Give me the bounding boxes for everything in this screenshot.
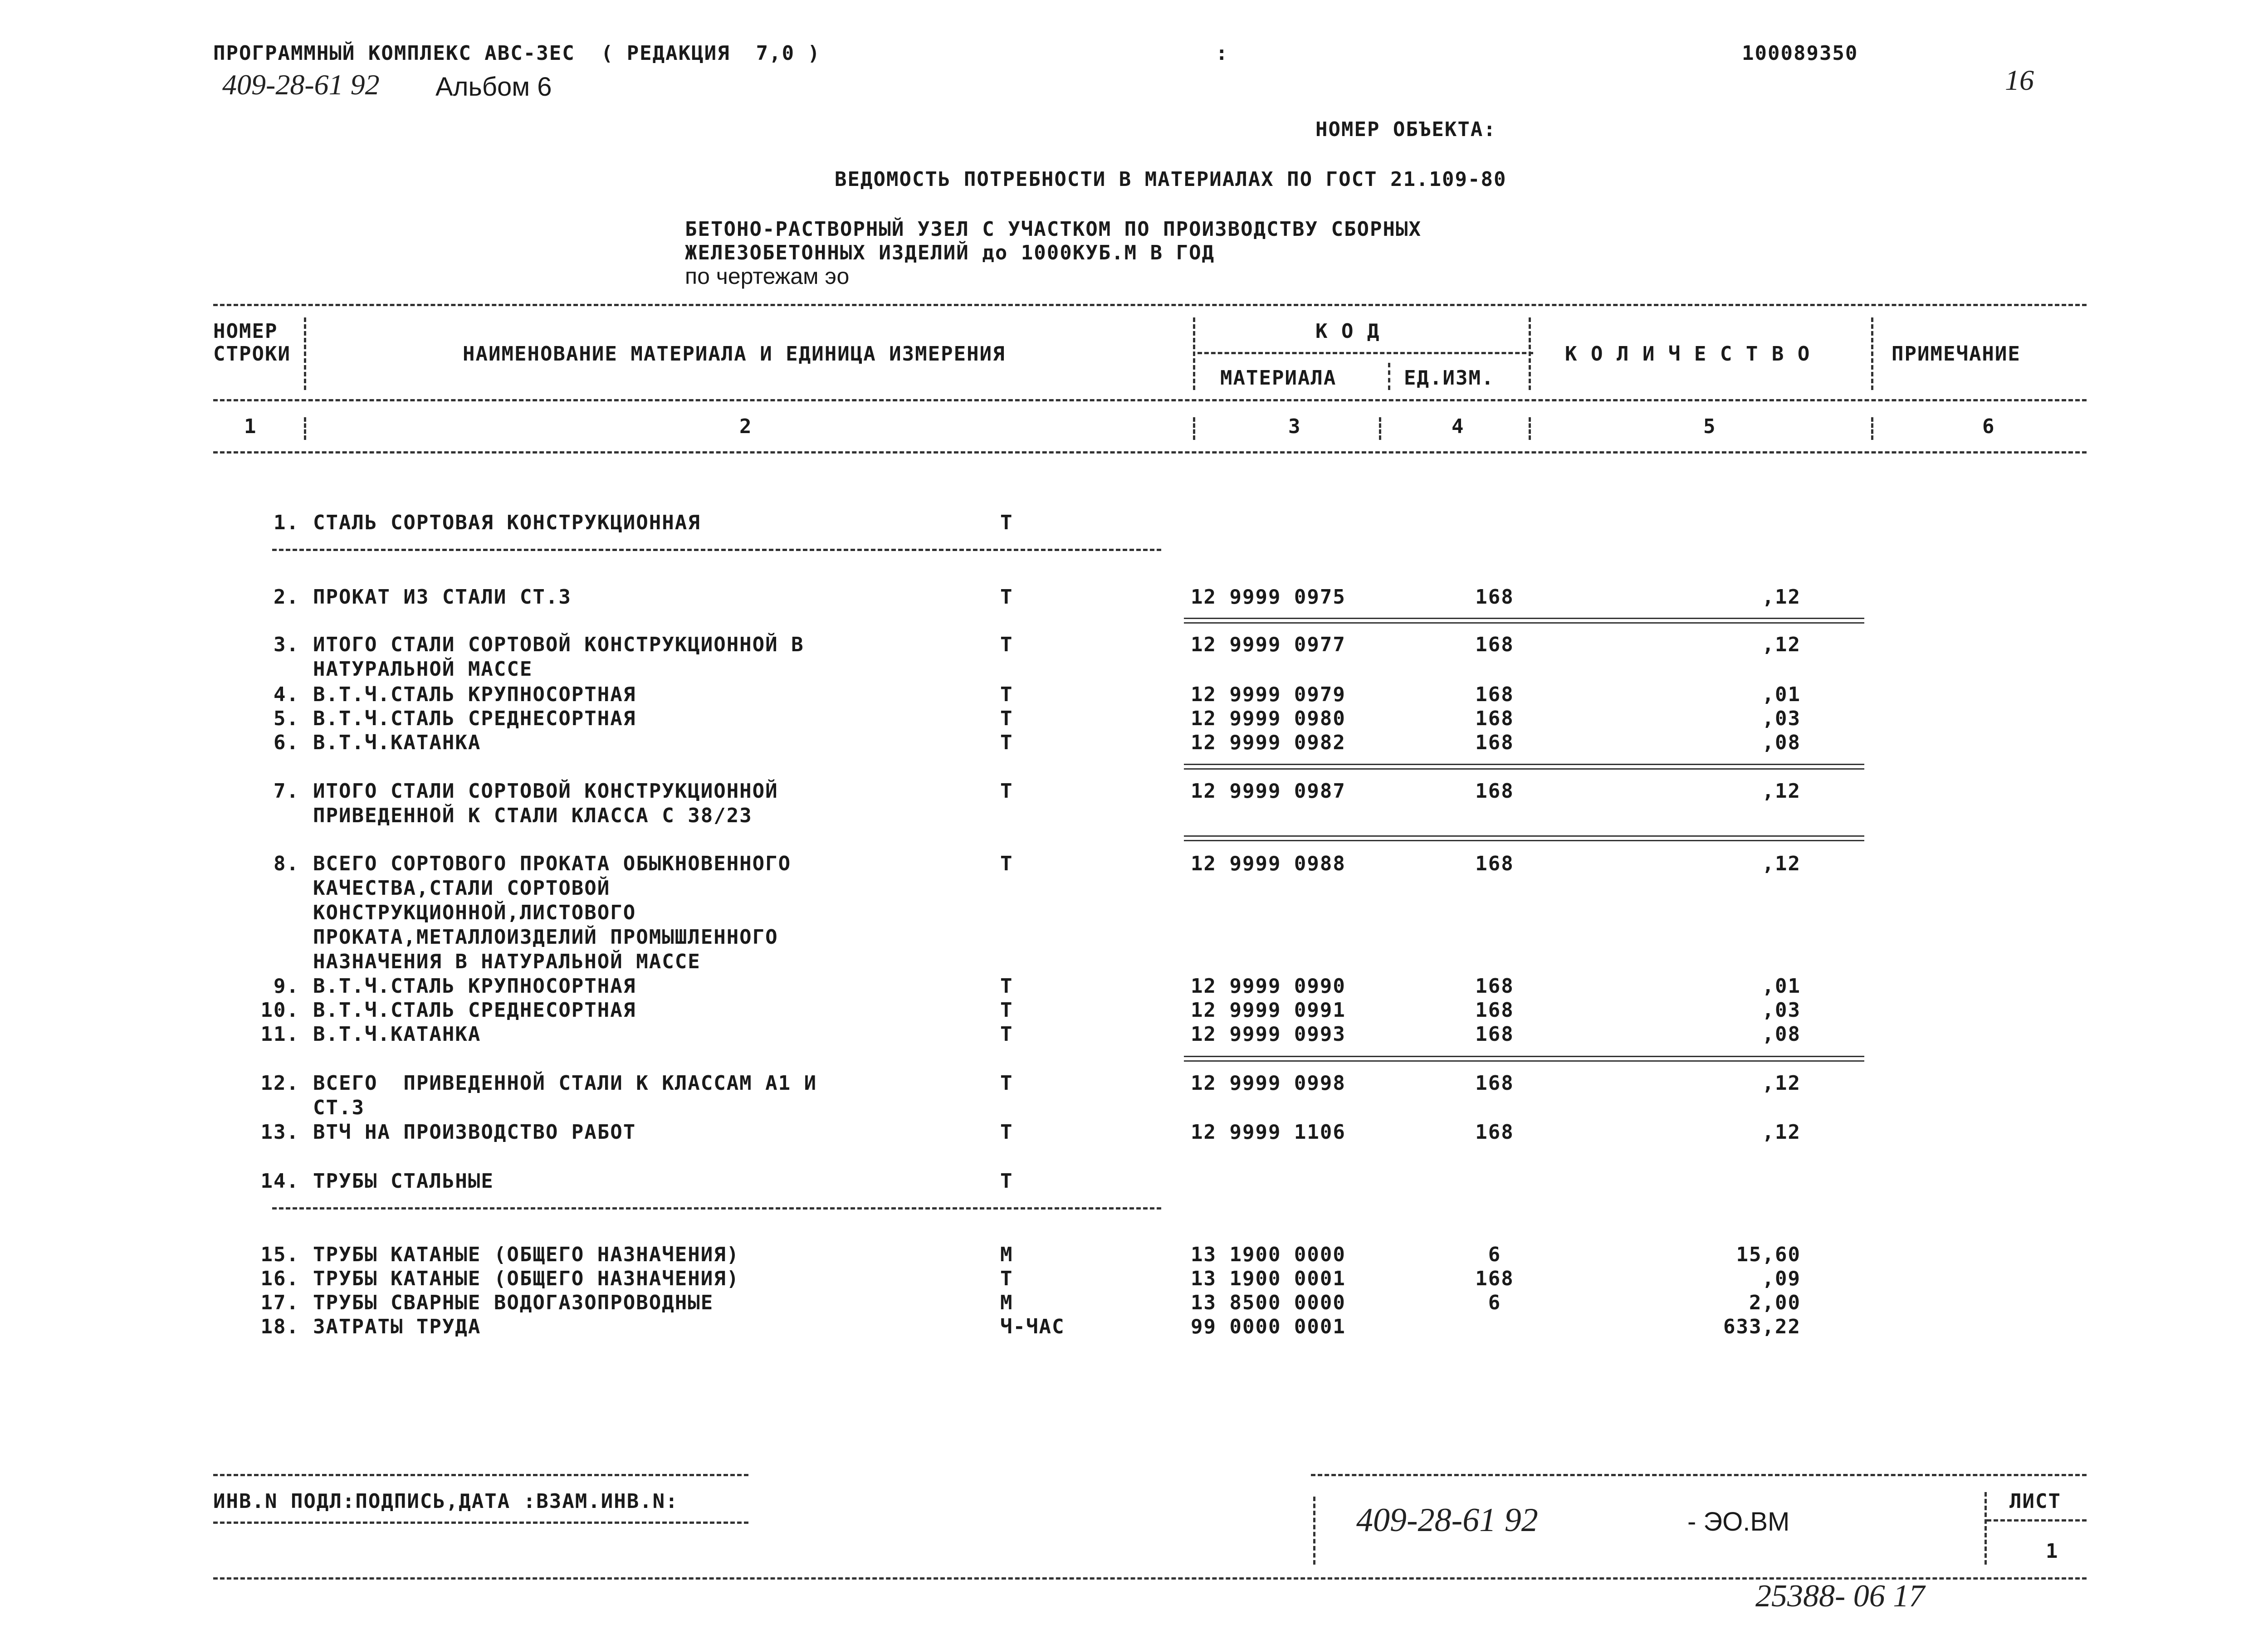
inventory-number: 25388- 06 17	[1755, 1579, 1925, 1614]
material-code: 99 0000 0001	[1191, 1315, 1346, 1338]
quantity: ,09	[1762, 1267, 1801, 1290]
material-code: 12 9999 0982	[1191, 731, 1346, 754]
material-code: 12 9999 0987	[1191, 780, 1346, 803]
material-name: ИТОГО СТАЛИ СОРТОВОЙ КОНСТРУКЦИОННОЙ ПРИВЕДЕННОЙ К СТАЛИ КЛАССА С 38/23	[313, 780, 778, 827]
unit-code: 168	[1475, 707, 1514, 730]
table-row	[0, 852, 2268, 973]
material-unit: Т	[1000, 683, 1013, 706]
row-number: 11.	[260, 1023, 299, 1046]
material-unit: Т	[1000, 585, 1013, 609]
material-code: 12 9999 0998	[1191, 1072, 1346, 1095]
table-row	[0, 974, 2268, 1001]
quantity: ,03	[1762, 999, 1801, 1022]
unit-code: 168	[1475, 780, 1514, 803]
num-divider-4	[1529, 417, 1531, 440]
col-header-row-number-a: НОМЕР	[213, 320, 278, 343]
object-number-label: НОМЕР ОБЪЕКТА:	[1315, 118, 1496, 141]
quantity: ,12	[1762, 1121, 1801, 1144]
table-row	[0, 1315, 2268, 1342]
col-header-code: К О Д	[1315, 320, 1380, 343]
stamp-top-rule-right	[1311, 1474, 2087, 1476]
album-label: Альбом 6	[435, 72, 552, 102]
col-divider-3	[1529, 317, 1531, 390]
quantity: ,03	[1762, 707, 1801, 730]
material-code: 12 9999 0975	[1191, 585, 1346, 609]
material-code: 12 9999 0979	[1191, 683, 1346, 706]
num-divider-2	[1193, 417, 1195, 440]
num-divider-5	[1871, 417, 1873, 440]
table-row	[0, 683, 2268, 710]
album-code: 409-28-61 92	[222, 68, 380, 101]
col-divider-4	[1388, 363, 1390, 390]
material-name: ВСЕГО СОРТОВОГО ПРОКАТА ОБЫКНОВЕННОГО КАЧЕСТВА,СТАЛИ СОРТОВОЙ КОНСТРУКЦИОННОЙ,ЛИСТОВОГО ПРОКАТА,МЕТАЛЛОИЗДЕЛИЙ ПРОМЫШЛЕННОГО НАЗНАЧЕНИЯ В НАТУРАЛЬНОЙ МАССЕ	[313, 852, 792, 973]
col-number-3: 3	[1288, 415, 1301, 438]
quantity: 2,00	[1749, 1291, 1801, 1314]
unit-code: 168	[1475, 731, 1514, 754]
page-number: 16	[2005, 64, 2034, 96]
subtotal-rule	[1184, 835, 1864, 837]
table-row	[0, 779, 2268, 827]
unit-code: 168	[1475, 1267, 1514, 1290]
col-number-2: 2	[739, 415, 753, 438]
col-divider-1	[304, 317, 306, 390]
subtotal-rule	[1184, 1056, 1864, 1057]
stamp-mid-rule	[213, 1522, 748, 1524]
table-top-rule	[213, 304, 2087, 306]
header-colon: :	[1216, 42, 1229, 65]
row-number: 17.	[260, 1291, 299, 1314]
material-unit: Т	[1000, 633, 1013, 656]
stamp-doc-suffix: - ЭО.ВМ	[1687, 1507, 1790, 1536]
unit-code: 6	[1488, 1291, 1501, 1314]
subtitle-line-1: БЕТОНО-РАСТВОРНЫЙ УЗЕЛ С УЧАСТКОМ ПО ПРОИЗВОДСТВУ СБОРНЫХ	[685, 218, 1422, 241]
material-name: ЗАТРАТЫ ТРУДА	[313, 1315, 481, 1338]
section-rule	[272, 1207, 1161, 1210]
col-divider-5	[1871, 317, 1873, 390]
table-row	[0, 511, 2268, 538]
material-code: 12 9999 0980	[1191, 707, 1346, 730]
material-unit: Т	[1000, 1072, 1013, 1095]
table-row	[0, 1120, 2268, 1147]
material-unit: Т	[1000, 1121, 1013, 1144]
stamp-doc-code: 409-28-61 92	[1356, 1502, 1538, 1539]
row-number: 3.	[274, 633, 299, 656]
unit-code: 168	[1475, 1072, 1514, 1095]
quantity: 633,22	[1723, 1315, 1801, 1338]
material-name: ВТЧ НА ПРОИЗВОДСТВО РАБОТ	[313, 1121, 636, 1144]
row-number: 5.	[274, 707, 299, 730]
material-name: ПРОКАТ ИЗ СТАЛИ СТ.3	[313, 585, 572, 609]
material-unit: М	[1000, 1291, 1013, 1314]
stamp-box-left	[1313, 1497, 1315, 1565]
material-unit: Т	[1000, 731, 1013, 754]
table-row	[0, 1071, 2268, 1119]
quantity: ,12	[1762, 633, 1801, 656]
quantity: ,12	[1762, 852, 1801, 875]
table-row	[0, 633, 2268, 681]
col-number-6: 6	[1982, 415, 1995, 438]
material-code: 12 9999 0990	[1191, 975, 1346, 998]
material-name: В.Т.Ч.КАТАНКА	[313, 1023, 481, 1046]
unit-code: 168	[1475, 683, 1514, 706]
material-unit: Т	[1000, 780, 1013, 803]
page-title: ВЕДОМОСТЬ ПОТРЕБНОСТИ В МАТЕРИАЛАХ ПО ГОСТ 21.109-80	[835, 168, 1507, 191]
material-unit: Т	[1000, 511, 1013, 534]
material-name: В.Т.Ч.СТАЛЬ СРЕДНЕСОРТНАЯ	[313, 999, 636, 1022]
stamp-columns: ИНВ.N ПОДЛ:ПОДПИСЬ,ДАТА :ВЗАМ.ИНВ.N:	[213, 1490, 679, 1513]
stamp-top-rule-left	[213, 1474, 748, 1476]
material-name: В.Т.Ч.СТАЛЬ КРУПНОСОРТНАЯ	[313, 683, 636, 706]
row-number: 15.	[260, 1243, 299, 1266]
sheet-number: 1	[2046, 1540, 2059, 1563]
unit-code: 6	[1488, 1243, 1501, 1266]
material-name: ТРУБЫ КАТАНЫЕ (ОБЩЕГО НАЗНАЧЕНИЯ)	[313, 1267, 740, 1290]
table-row	[0, 1291, 2268, 1318]
material-unit: М	[1000, 1243, 1013, 1266]
doc-id: 100089350	[1742, 42, 1858, 65]
quantity: ,12	[1762, 585, 1801, 609]
material-unit: Т	[1000, 1023, 1013, 1046]
subtotal-rule	[1184, 764, 1864, 765]
row-number: 8.	[274, 852, 299, 875]
row-number: 6.	[274, 731, 299, 754]
table-row	[0, 1243, 2268, 1270]
material-unit: Т	[1000, 999, 1013, 1022]
row-number: 14.	[260, 1170, 299, 1193]
subtotal-rule	[1184, 618, 1864, 619]
material-name: СТАЛЬ СОРТОВАЯ КОНСТРУКЦИОННАЯ	[313, 511, 701, 534]
material-name: ТРУБЫ СТАЛЬНЫЕ	[313, 1170, 494, 1193]
material-unit: Т	[1000, 1267, 1013, 1290]
row-number: 1.	[274, 511, 299, 534]
material-name: ВСЕГО ПРИВЕДЕННОЙ СТАЛИ К КЛАССАМ А1 И СТ.3	[313, 1072, 817, 1119]
quantity: ,08	[1762, 731, 1801, 754]
row-number: 4.	[274, 683, 299, 706]
unit-code: 168	[1475, 852, 1514, 875]
col-header-note: ПРИМЕЧАНИЕ	[1892, 342, 2021, 366]
unit-code: 168	[1475, 585, 1514, 609]
table-row	[0, 585, 2268, 612]
col-number-1: 1	[244, 415, 257, 438]
material-name: ИТОГО СТАЛИ СОРТОВОЙ КОНСТРУКЦИОННОЙ В НАТУРАЛЬНОЙ МАССЕ	[313, 633, 804, 681]
code-subheader-rule	[1198, 352, 1533, 354]
unit-code: 168	[1475, 633, 1514, 656]
material-unit: Т	[1000, 1170, 1013, 1193]
unit-code: 168	[1475, 999, 1514, 1022]
material-name: ТРУБЫ КАТАНЫЕ (ОБЩЕГО НАЗНАЧЕНИЯ)	[313, 1243, 740, 1266]
material-unit: Т	[1000, 707, 1013, 730]
table-row	[0, 731, 2268, 758]
section-rule	[272, 549, 1161, 551]
material-code: 12 9999 0988	[1191, 852, 1346, 875]
row-number: 16.	[260, 1267, 299, 1290]
col-divider-2	[1193, 317, 1195, 390]
sheet-box-divider	[1984, 1492, 1987, 1565]
quantity: 15,60	[1736, 1243, 1801, 1266]
unit-code: 168	[1475, 975, 1514, 998]
table-row	[0, 998, 2268, 1025]
material-unit: Т	[1000, 852, 1013, 875]
quantity: ,01	[1762, 975, 1801, 998]
col-header-code-unit: ЕД.ИЗМ.	[1404, 366, 1495, 390]
col-header-code-material: МАТЕРИАЛА	[1220, 366, 1337, 390]
material-code: 13 1900 0001	[1191, 1267, 1346, 1290]
material-unit: Ч-ЧАС	[1000, 1315, 1065, 1338]
material-code: 12 9999 0993	[1191, 1023, 1346, 1046]
col-header-row-number-b: СТРОКИ	[213, 342, 291, 366]
row-number: 13.	[260, 1121, 299, 1144]
material-code: 13 1900 0000	[1191, 1243, 1346, 1266]
table-row	[0, 707, 2268, 734]
table-row	[0, 1267, 2268, 1294]
header-mid-rule	[213, 399, 2087, 401]
material-unit: Т	[1000, 975, 1013, 998]
material-code: 12 9999 0977	[1191, 633, 1346, 656]
row-number: 12.	[260, 1072, 299, 1095]
material-code: 12 9999 1106	[1191, 1121, 1346, 1144]
program-header: ПРОГРАММНЫЙ КОМПЛЕКС АВС-ЗЕС ( РЕДАКЦИЯ 7,0 )	[213, 42, 821, 65]
material-name: В.Т.Ч.СТАЛЬ КРУПНОСОРТНАЯ	[313, 975, 636, 998]
col-header-material-name: НАИМЕНОВАНИЕ МАТЕРИАЛА И ЕДИНИЦА ИЗМЕРЕНИЯ	[463, 342, 1006, 366]
row-number: 18.	[260, 1315, 299, 1338]
row-number: 2.	[274, 585, 299, 609]
num-divider-3	[1379, 417, 1381, 440]
unit-code: 168	[1475, 1023, 1514, 1046]
sheet-box-rule	[1987, 1519, 2087, 1522]
table-row	[0, 1022, 2268, 1049]
col-header-quantity: К О Л И Ч Е С Т В О	[1565, 342, 1811, 366]
material-name: ТРУБЫ СВАРНЫЕ ВОДОГАЗОПРОВОДНЫЕ	[313, 1291, 714, 1314]
row-number: 7.	[274, 780, 299, 803]
table-row	[0, 1169, 2268, 1196]
material-name: В.Т.Ч.КАТАНКА	[313, 731, 481, 754]
col-number-5: 5	[1703, 415, 1716, 438]
material-code: 13 8500 0000	[1191, 1291, 1346, 1314]
quantity: ,01	[1762, 683, 1801, 706]
sheet-label: ЛИСТ	[2009, 1490, 2061, 1513]
material-code: 12 9999 0991	[1191, 999, 1346, 1022]
num-divider-1	[304, 417, 306, 440]
quantity: ,12	[1762, 780, 1801, 803]
row-number: 9.	[274, 975, 299, 998]
unit-code: 168	[1475, 1121, 1514, 1144]
quantity: ,12	[1762, 1072, 1801, 1095]
subtitle-line-2: ЖЕЛЕЗОБЕТОННЫХ ИЗДЕЛИЙ до 1000КУБ.М В ГОД	[685, 241, 1215, 264]
subtitle-line-3: по чертежам эо	[685, 263, 850, 289]
header-bottom-rule	[213, 451, 2087, 454]
quantity: ,08	[1762, 1023, 1801, 1046]
row-number: 10.	[260, 999, 299, 1022]
col-number-4: 4	[1452, 415, 1465, 438]
material-name: В.Т.Ч.СТАЛЬ СРЕДНЕСОРТНАЯ	[313, 707, 636, 730]
